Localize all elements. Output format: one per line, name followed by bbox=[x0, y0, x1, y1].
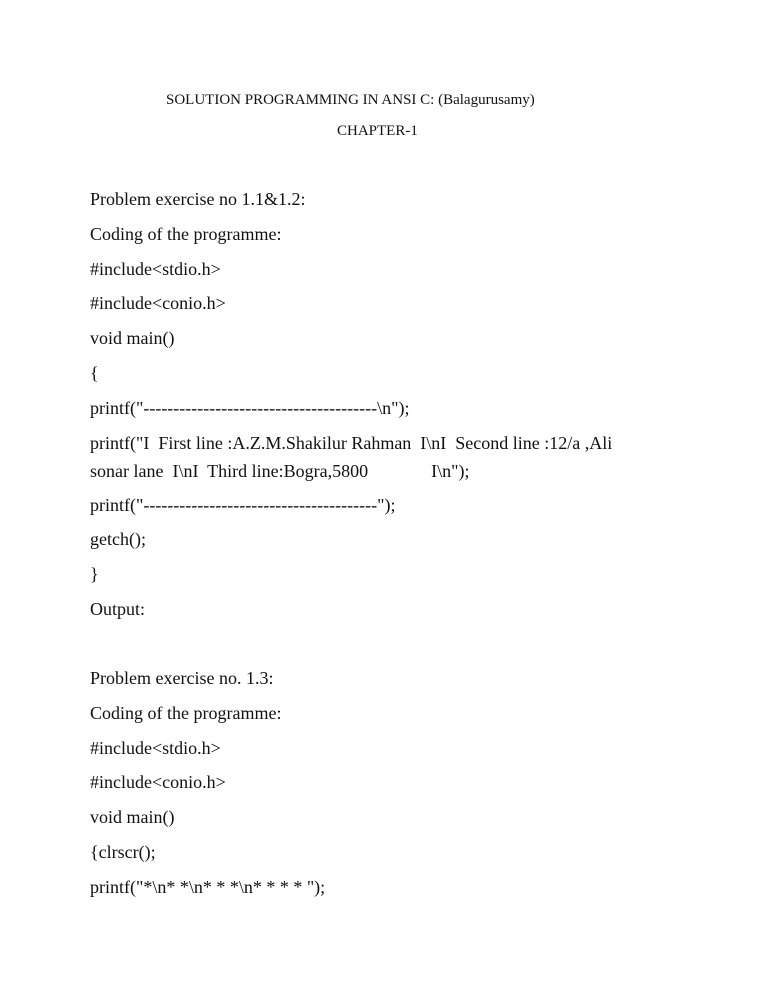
problem-heading-2: Problem exercise no. 1.3: bbox=[90, 668, 274, 688]
code-line: sonar lane I\nI Third line:Bogra,5800 I\n"); bbox=[90, 461, 470, 481]
chapter-heading: CHAPTER-1 bbox=[337, 123, 418, 139]
coding-label-1: Coding of the programme: bbox=[90, 224, 282, 244]
code-line: getch(); bbox=[90, 529, 146, 549]
code-line: printf("*\n* *\n* * *\n* * * * "); bbox=[90, 877, 326, 897]
code-line: void main() bbox=[90, 807, 175, 827]
code-line: #include<conio.h> bbox=[90, 772, 226, 792]
code-line: printf("---------------------------------------"); bbox=[90, 495, 396, 515]
code-line: } bbox=[90, 564, 99, 584]
code-line: printf("---------------------------------------\n"); bbox=[90, 398, 410, 418]
code-line: void main() bbox=[90, 328, 175, 348]
code-line: #include<conio.h> bbox=[90, 293, 226, 313]
code-line: { bbox=[90, 363, 99, 383]
code-line: printf("I First line :A.Z.M.Shakilur Rahman I\nI Second line :12/a ,Ali bbox=[90, 433, 613, 453]
coding-label-2: Coding of the programme: bbox=[90, 703, 282, 723]
output-label: Output: bbox=[90, 599, 146, 619]
problem-heading-1: Problem exercise no 1.1&1.2: bbox=[90, 189, 306, 209]
code-line: #include<stdio.h> bbox=[90, 738, 221, 758]
code-line: #include<stdio.h> bbox=[90, 259, 221, 279]
code-line: {clrscr(); bbox=[90, 842, 156, 862]
document-title: SOLUTION PROGRAMMING IN ANSI C: (Balagurusamy) bbox=[166, 92, 535, 108]
